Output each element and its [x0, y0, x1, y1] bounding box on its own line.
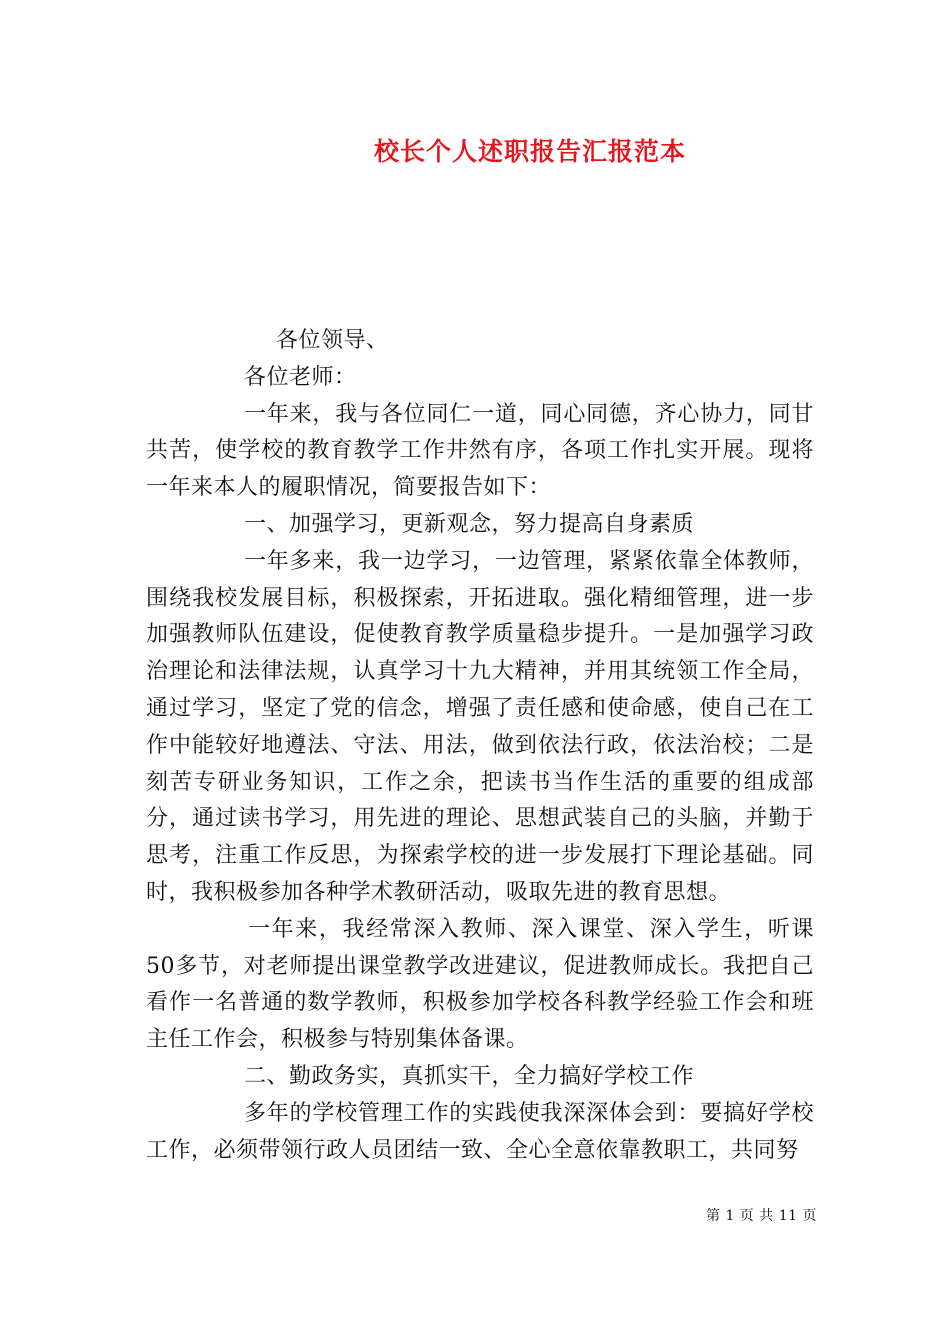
section-heading-2: 二、勤政务实，真抓实干，全力搞好学校工作 — [244, 1063, 695, 1089]
document-body — [146, 323, 814, 1169]
body-paragraph: 一年多来，我一边学习，一边管理，紧紧依靠全体教师，围绕我校发展目标，积极探索，开拓进取。强化精细管理，进一步加强教师队伍建设，促使教育教学质量稳步提升。一是加强学习政治理论和法律法规，认真学习十九大精神，并用其统领工作全局，通过学习，坚定了党的信念，增强了责任感和使命感，使自己在工作中能较好地遵法、守法、用法，做到依法行政，依法治校；二是刻苦专研业务知识，工作之余，把读书当作生活的重要的组成部分，通过读书学习，用先进的理论、思想武装自己的头脑，并勤于思考，注重工作反思，为探索学校的进一步发展打下理论基础。同时，我积极参加各种学术教研活动，吸取先进的教育思想。 — [146, 548, 814, 905]
document-title: 校长个人述职报告汇报范本 — [373, 137, 686, 166]
page-number-footer: 第 1 页 共 11 页 — [706, 1208, 817, 1224]
salutation-teachers: 各位老师： — [244, 364, 357, 390]
section-heading-1: 一、加强学习，更新观念，努力提高自身素质 — [244, 511, 695, 537]
body-paragraph: 一年来，我经常深入教师、深入课堂、深入学生，听课50多节，对老师提出课堂教学改进建议，促进教师成长。我把自己看作一名普通的数学教师，积极参加学校各科教学经验工作会和班主任工作会，积极参与特别集体备课。 — [146, 916, 814, 1053]
body-paragraph: 多年的学校管理工作的实践使我深深体会到：要搞好学校工作，必须带领行政人员团结一致、全心全意依靠教职工，共同努 — [146, 1100, 814, 1163]
intro-paragraph: 一年来，我与各位同仁一道，同心同德，齐心协力，同甘共苦，使学校的教育教学工作井然有序，各项工作扎实开展。现将一年来本人的履职情况，简要报告如下： — [146, 401, 814, 501]
salutation-leaders: 各位领导、 — [276, 328, 389, 353]
